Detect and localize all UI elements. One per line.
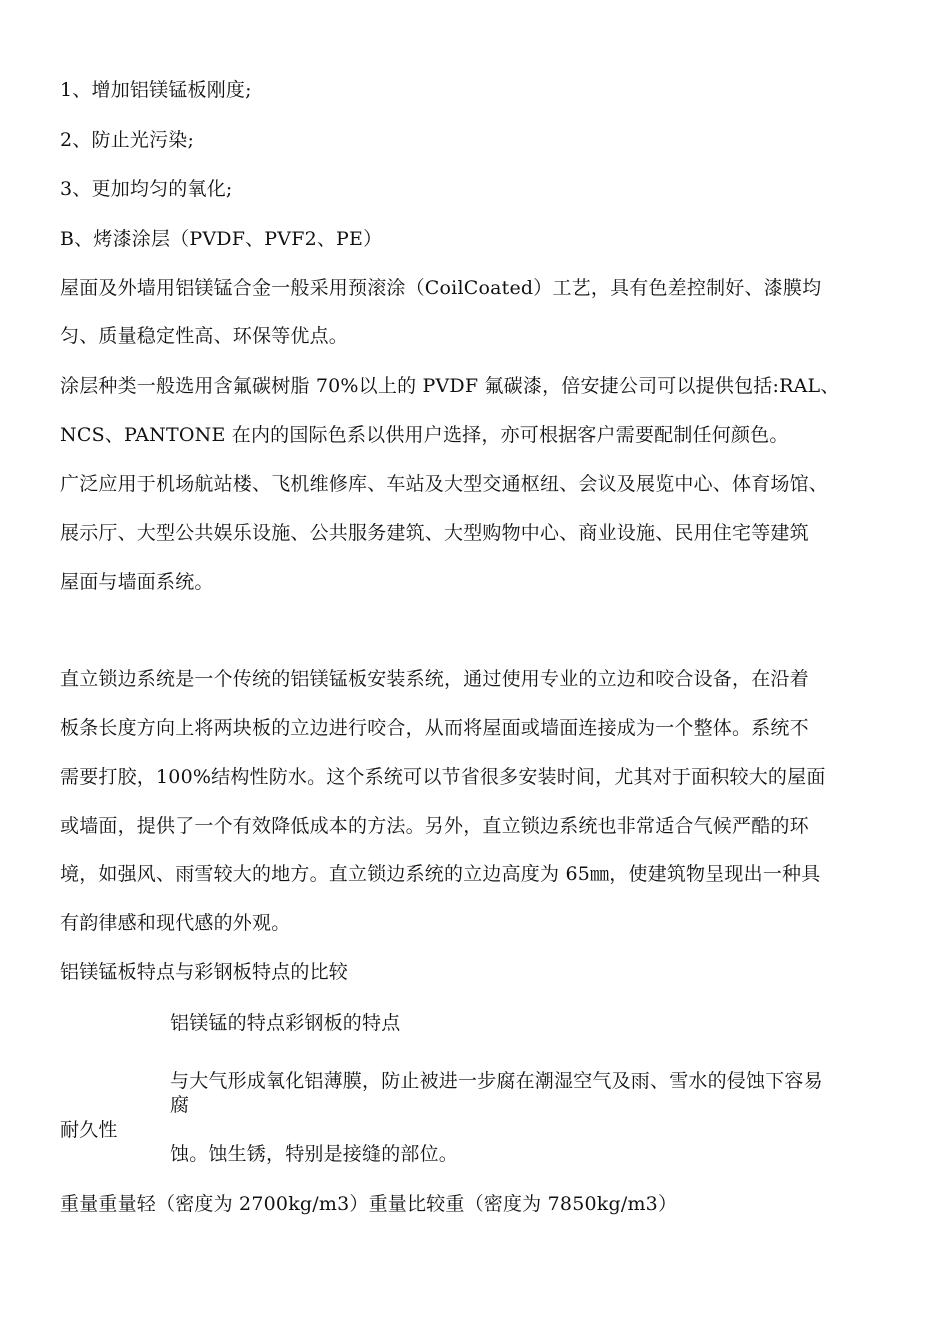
list-item-1: 1、增加铝镁锰板刚度; — [60, 79, 252, 101]
durability-label: 耐久性 — [60, 1119, 118, 1141]
coating-process-line-2: 匀、质量稳定性高、环保等优点。 — [60, 325, 349, 347]
coating-process-line-1: 屋面及外墙用铝镁锰合金一般采用预滚涂（CoilCoated）工艺，具有色差控制好、漆膜均 — [60, 277, 822, 299]
list-item-3: 3、更加均匀的氧化; — [60, 178, 233, 200]
coating-types-line-2: NCS、PANTONE 在内的国际色系以供用户选择，亦可根据客户需要配制任何颜色。 — [60, 424, 789, 446]
standing-seam-line-4: 或墙面，提供了一个有效降低成本的方法。另外，直立锁边系统也非常适合气候严酷的环 — [60, 815, 809, 837]
standing-seam-line-5: 境，如强风、雨雪较大的地方。直立锁边系统的立边高度为 65㎜，使建筑物呈现出一种具 — [60, 863, 821, 885]
comparison-column-header: 铝镁锰的特点彩钢板的特点 — [170, 1012, 401, 1034]
durability-line-3: 蚀。蚀生锈，特别是接缝的部位。 — [170, 1143, 459, 1165]
durability-line-2: 腐 — [170, 1094, 190, 1116]
section-b-heading: B、烤漆涂层（PVDF、PVF2、PE） — [60, 228, 383, 250]
applications-line-1: 广泛应用于机场航站楼、飞机维修库、车站及大型交通枢纽、会议及展览中心、体育场馆、 — [60, 473, 829, 495]
standing-seam-line-3: 需要打胶，100%结构性防水。这个系统可以节省很多安装时间，尤其对于面积较大的屋面 — [60, 766, 826, 788]
standing-seam-line-1: 直立锁边系统是一个传统的铝镁锰板安装系统，通过使用专业的立边和咬合设备，在沿着 — [60, 668, 809, 690]
comparison-heading: 铝镁锰板特点与彩钢板特点的比较 — [60, 961, 349, 983]
standing-seam-line-2: 板条长度方向上将两块板的立边进行咬合，从而将屋面或墙面连接成为一个整体。系统不 — [60, 717, 809, 739]
applications-line-2: 展示厅、大型公共娱乐设施、公共服务建筑、大型购物中心、商业设施、民用住宅等建筑 — [60, 522, 809, 544]
durability-line-1: 与大气形成氧化铝薄膜，防止被进一步腐在潮湿空气及雨、雪水的侵蚀下容易 — [170, 1070, 823, 1092]
applications-line-3: 屋面与墙面系统。 — [60, 571, 214, 593]
coating-types-line-1: 涂层种类一般选用含氟碳树脂 70%以上的 PVDF 氟碳漆，倍安捷公司可以提供包括:RAL、 — [60, 375, 840, 397]
standing-seam-line-6: 有韵律感和现代感的外观。 — [60, 912, 291, 934]
list-item-2: 2、防止光污染; — [60, 129, 195, 151]
weight-row: 重量重量轻（密度为 2700kg/m3）重量比较重（密度为 7850kg/m3） — [60, 1193, 678, 1215]
